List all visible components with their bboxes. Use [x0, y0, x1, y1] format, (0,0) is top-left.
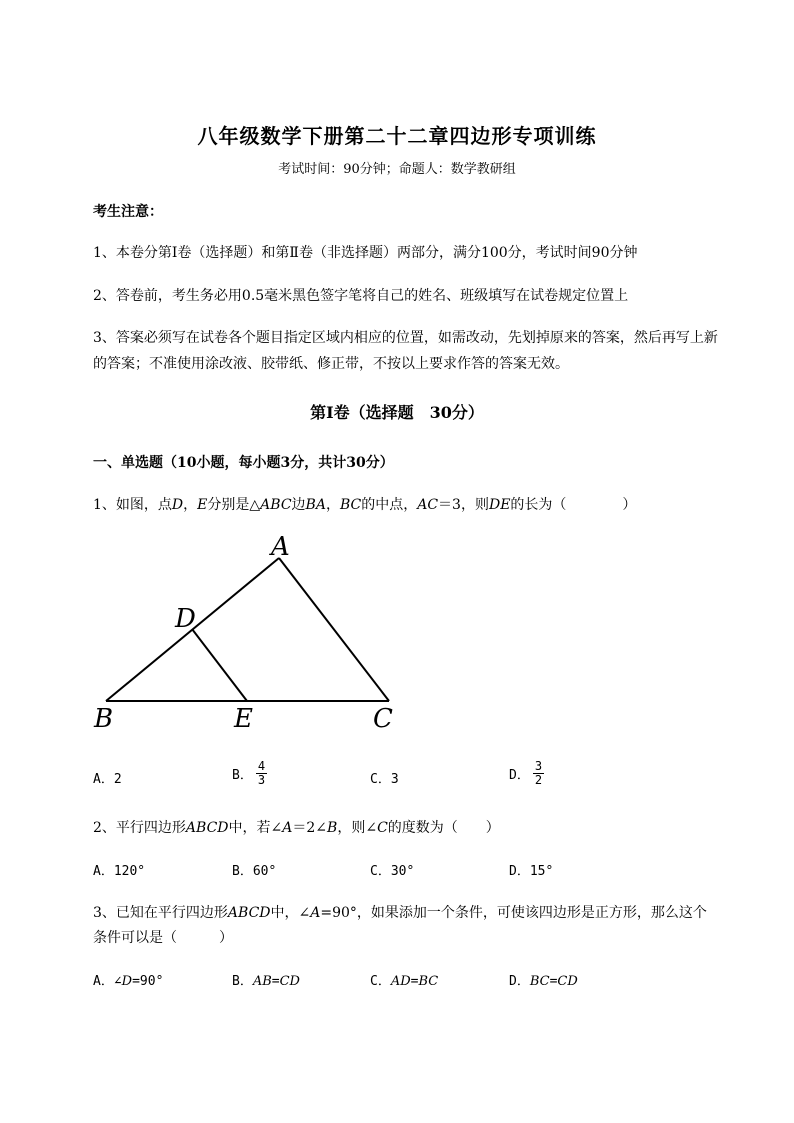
q1-option-d: D． $\frac{3}{2}$ [509, 759, 543, 787]
triangle-figure [85, 525, 425, 740]
exam-info: 考试时间：90分钟；命题人：数学教研组 [278, 162, 516, 177]
q3-option-c: C．AD=BC [370, 974, 439, 989]
question-3-stem-continued: 条件可以是（ ） [93, 930, 233, 946]
question-3-stem: 3、已知在平行四边形ABCD中，∠A=90°，如果添加一个条件，可使该四边形是正方形，那么这个 [93, 905, 707, 921]
q3-option-b: B．AB=CD [232, 974, 300, 989]
fraction: $\frac{4}{3}$ [257, 759, 266, 787]
label-a: A [271, 532, 290, 562]
q1-option-a: A．2 [93, 772, 122, 787]
notice-item-1: 1、本卷分第I卷（选择题）和第Ⅱ卷（非选择题）两部分，满分100分，考试时间90分钟 [93, 245, 638, 261]
q3-option-a: A．∠D=90° [93, 974, 164, 989]
part-heading: 一、单选题（10小题，每小题3分，共计30分） [93, 455, 394, 471]
notice-heading: 考生注意： [93, 204, 163, 220]
q2-option-b: B．60° [232, 864, 277, 879]
segment-de [192, 629, 247, 701]
q2-option-d: D．15° [509, 864, 554, 879]
q2-option-c: C．30° [370, 864, 415, 879]
label-b: B [94, 704, 114, 734]
question-1-stem: 1、如图，点D，E分别是△ABC边BA，BC的中点，AC＝3，则DE的长为（ ） [93, 497, 637, 513]
side-ac [279, 558, 389, 701]
label-d: D [175, 604, 196, 634]
label-c: C [373, 704, 393, 734]
section-title: 第I卷（选择题 30分） [310, 403, 484, 422]
notice-item-3-continued: 的答案；不准使用涂改液、胶带纸、修正带，不按以上要求作答的答案无效。 [93, 356, 569, 372]
q1-option-c: C．3 [370, 772, 399, 787]
label-e: E [234, 704, 253, 734]
fraction: $\frac{3}{2}$ [534, 759, 543, 787]
notice-item-2: 2、答卷前，考生务必用0.5毫米黑色签字笔将自己的姓名、班级填写在试卷规定位置上 [93, 288, 629, 304]
notice-item-3: 3、答案必须写在试卷各个题目指定区域内相应的位置，如需改动，先划掉原来的答案，然后再写上新 [93, 330, 718, 346]
page-title: 八年级数学下册第二十二章四边形专项训练 [197, 124, 597, 148]
q3-option-d: D．BC=CD [509, 974, 578, 989]
q1-option-b: B． $\frac{4}{3}$ [232, 759, 266, 787]
question-2-stem: 2、平行四边形ABCD中，若∠A＝2∠B，则∠C的度数为（ ） [93, 820, 500, 836]
q2-option-a: A．120° [93, 864, 146, 879]
